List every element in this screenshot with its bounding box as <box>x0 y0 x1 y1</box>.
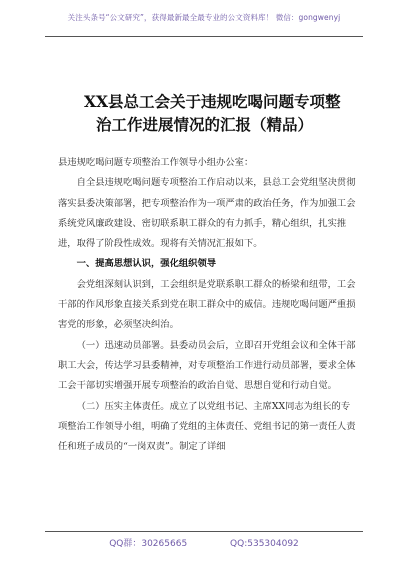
section-heading-1: 一、提高思想认识，强化组织领导 <box>76 258 217 270</box>
header-banner: 关注头条号“公文研究”，获得最新最全最专业的公文资料库！ 微信：gongwenyj <box>67 13 341 22</box>
footer-divider <box>45 531 363 532</box>
header-divider <box>45 36 363 37</box>
qq-group-text: QQ群：30265665 <box>109 539 188 549</box>
body-paragraph: （二）压实主体责任。成立了以党组书记、主席XX同志为组长的专项整治工作领导小组，明确了党组的主体责任、党组书记的第一责任人责任和班子成员的“一岗双责”。制定了详细 <box>58 400 356 453</box>
footer-banner <box>0 536 408 549</box>
intro-paragraph: 自全县违规吃喝问题专项整治工作启动以来，县总工会党组坚决贯彻落实县委决策部署，把专项整治作为一项严肃的政治任务，作为加强工会系统党风廉政建设、密切联系职工群众的有力抓手，精心组织，扎实推进，取得了阶段性成效。现将有关情况汇报如下。 <box>58 177 356 250</box>
document-title <box>84 90 374 136</box>
title-line-1: XX县总工会关于违规吃喝问题专项整 <box>84 92 341 111</box>
document-body <box>58 153 358 457</box>
salutation: 县违规吃喝问题专项整治工作领导小组办公室： <box>58 157 254 168</box>
title-line-2: 治工作进展情况的汇报（精品） <box>96 115 314 134</box>
body-paragraph: 会党组深刻认识到，工会组织是党联系职工群众的桥梁和纽带，工会干部的作风形象直接关系到党在职工群众中的威信。违规吃喝问题严重损害党的形象，必须坚决纠治。 <box>58 278 356 331</box>
body-paragraph: （一）迅速动员部署。县委动员会后，立即召开党组会议和全体干部职工大会，传达学习县委精神，对专项整治工作进行动员部署，要求全体工会干部切实增强开展专项整治的政治自觉、思想自觉和行动自觉。 <box>58 339 356 392</box>
qq-text: QQ:535304092 <box>230 539 299 549</box>
